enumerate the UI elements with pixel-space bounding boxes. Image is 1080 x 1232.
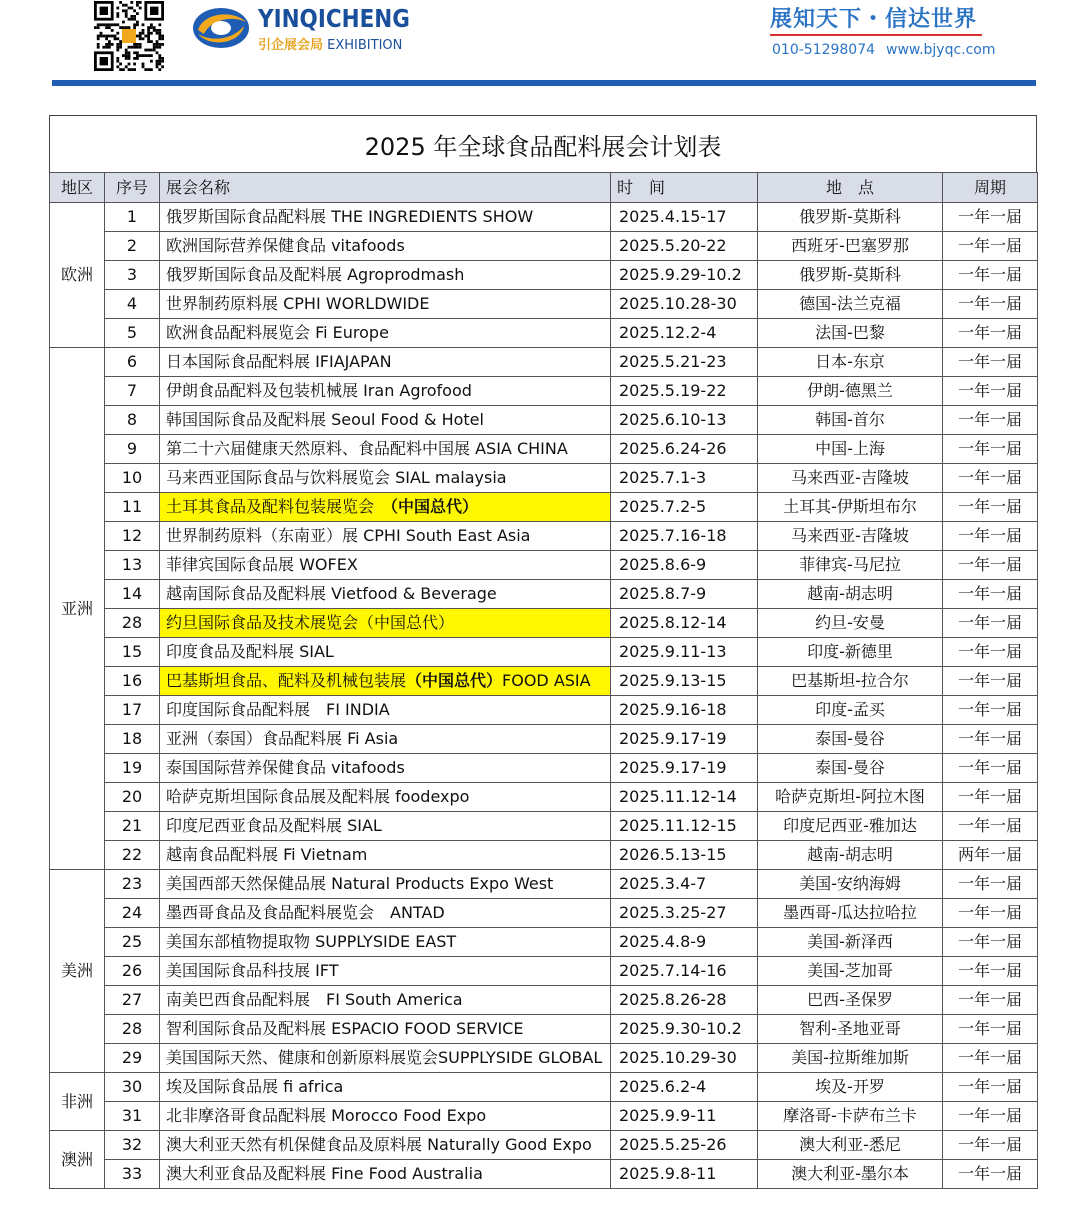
header-region: 地区 (50, 173, 105, 203)
exhibition-name (160, 783, 611, 812)
exhibition-location: 美国-芝加哥 (758, 957, 943, 986)
table-row (50, 1131, 1038, 1160)
exhibition-date: 2025.9.13-15 (611, 667, 758, 696)
exhibition-name (160, 1102, 611, 1131)
exhibition-cycle: 一年一届 (943, 1044, 1038, 1073)
table-row (50, 638, 1038, 667)
exhibition-location: 巴西-圣保罗 (758, 986, 943, 1015)
table-row (50, 319, 1038, 348)
exhibition-name (160, 754, 611, 783)
row-index: 21 (105, 812, 160, 841)
table-row (50, 290, 1038, 319)
table-row (50, 609, 1038, 638)
exhibition-date: 2025.12.2-4 (611, 319, 758, 348)
exhibition-location: 约旦-安曼 (758, 609, 943, 638)
exhibition-location: 泰国-曼谷 (758, 725, 943, 754)
row-index: 2 (105, 232, 160, 261)
table-row (50, 1073, 1038, 1102)
table-row (50, 870, 1038, 899)
exhibition-date: 2025.9.9-11 (611, 1102, 758, 1131)
exhibition-name (160, 870, 611, 899)
phone-number: 010-51298074 (772, 42, 876, 58)
exhibition-cycle: 一年一届 (943, 1160, 1038, 1189)
row-index: 9 (105, 435, 160, 464)
brand-cn: 引企展会局 (258, 38, 324, 53)
exhibition-name (160, 319, 611, 348)
row-index: 15 (105, 638, 160, 667)
exhibition-name-text: 澳大利亚天然有机保健食品及原料展 Naturally Good Expo (166, 1135, 592, 1154)
exhibition-date: 2025.6.24-26 (611, 435, 758, 464)
exhibition-name-text: 菲律宾国际食品展 WOFEX (166, 555, 358, 574)
table-row (50, 841, 1038, 870)
exhibition-cycle: 一年一届 (943, 696, 1038, 725)
exhibition-name-text: 美国国际天然、健康和创新原料展览会SUPPLYSIDE GLOBAL (166, 1048, 603, 1067)
exhibition-location: 德国-法兰克福 (758, 290, 943, 319)
exhibition-location: 泰国-曼谷 (758, 754, 943, 783)
row-index: 16 (105, 667, 160, 696)
region-cell: 亚洲 (50, 348, 105, 870)
qr-code-icon (84, 0, 174, 72)
exhibition-date: 2025.9.8-11 (611, 1160, 758, 1189)
exhibition-location: 土耳其-伊斯坦布尔 (758, 493, 943, 522)
exhibition-date: 2025.7.16-18 (611, 522, 758, 551)
exhibition-name-text: 智利国际食品及配料展 ESPACIO FOOD SERVICE (166, 1019, 524, 1038)
row-index: 18 (105, 725, 160, 754)
exhibition-name-text: 约旦国际食品及技术展览会（中国总代） (166, 613, 455, 632)
exhibition-cycle: 一年一届 (943, 725, 1038, 754)
brand-en: EXHIBITION (327, 38, 403, 53)
exhibition-cycle: 一年一届 (943, 870, 1038, 899)
exhibition-name-text: 亚洲（泰国）食品配料展 Fi Asia (166, 729, 399, 748)
exhibition-name-text: 印度尼西亚食品及配料展 SIAL (166, 816, 382, 835)
exhibition-cycle: 一年一届 (943, 435, 1038, 464)
exhibition-date: 2025.9.16-18 (611, 696, 758, 725)
exhibition-date: 2025.3.25-27 (611, 899, 758, 928)
table-row (50, 493, 1038, 522)
exhibition-date: 2025.9.30-10.2 (611, 1015, 758, 1044)
exhibition-name-text: 印度国际食品配料展 FI INDIA (166, 700, 390, 719)
exhibition-name-text: 美国东部植物提取物 SUPPLYSIDE EAST (166, 932, 457, 951)
exhibition-name (160, 435, 611, 464)
exhibition-date: 2026.5.13-15 (611, 841, 758, 870)
region-cell: 非洲 (50, 1073, 105, 1131)
exhibition-cycle: 一年一届 (943, 261, 1038, 290)
brand-name: YINQICHENG (258, 4, 410, 33)
exhibition-cycle: 一年一届 (943, 348, 1038, 377)
header-name: 展会名称 (160, 173, 611, 203)
row-index: 5 (105, 319, 160, 348)
agent-tag: （中国总代） (406, 671, 503, 690)
exhibition-name-text: 韩国国际食品及配料展 Seoul Food & Hotel (166, 410, 484, 429)
exhibition-cycle: 一年一届 (943, 1073, 1038, 1102)
table-row (50, 957, 1038, 986)
exhibition-location: 巴基斯坦-拉合尔 (758, 667, 943, 696)
exhibition-cycle: 一年一届 (943, 986, 1038, 1015)
exhibition-location: 美国-安纳海姆 (758, 870, 943, 899)
table-row (50, 435, 1038, 464)
exhibition-name-text: 俄罗斯国际食品及配料展 Agroprodmash (166, 265, 465, 284)
exhibition-name (160, 232, 611, 261)
table-row (50, 348, 1038, 377)
exhibition-name-text: 哈萨克斯坦国际食品展及配料展 foodexpo (166, 787, 470, 806)
table-row (50, 667, 1038, 696)
schedule-table (49, 172, 1038, 1189)
yinqicheng-logo-icon (190, 4, 252, 52)
exhibition-name (160, 464, 611, 493)
exhibition-name-text: 泰国国际营养保健食品 vitafoods (166, 758, 405, 777)
exhibition-location: 美国-拉斯维加斯 (758, 1044, 943, 1073)
exhibition-location: 中国-上海 (758, 435, 943, 464)
header-cycle: 周期 (943, 173, 1038, 203)
row-index: 33 (105, 1160, 160, 1189)
exhibition-date: 2025.6.2-4 (611, 1073, 758, 1102)
exhibition-location: 墨西哥-瓜达拉哈拉 (758, 899, 943, 928)
exhibition-name (160, 725, 611, 754)
exhibition-location: 俄罗斯-莫斯科 (758, 261, 943, 290)
table-row (50, 986, 1038, 1015)
row-index: 32 (105, 1131, 160, 1160)
table-row (50, 522, 1038, 551)
exhibition-name-tail: FOOD ASIA (502, 671, 591, 690)
exhibition-location: 俄罗斯-莫斯科 (758, 203, 943, 232)
row-index: 7 (105, 377, 160, 406)
exhibition-cycle: 一年一届 (943, 667, 1038, 696)
exhibition-name (160, 551, 611, 580)
exhibition-location: 马来西亚-吉隆坡 (758, 464, 943, 493)
exhibition-name-text: 世界制药原料展 CPHI WORLDWIDE (166, 294, 430, 313)
table-row (50, 406, 1038, 435)
exhibition-location: 印度-孟买 (758, 696, 943, 725)
exhibition-location: 印度-新德里 (758, 638, 943, 667)
website-link[interactable]: www.bjyqc.com (886, 42, 996, 58)
table-row (50, 464, 1038, 493)
exhibition-name (160, 638, 611, 667)
exhibition-location: 日本-东京 (758, 348, 943, 377)
exhibition-cycle: 一年一届 (943, 928, 1038, 957)
exhibition-name-text: 马来西亚国际食品与饮料展览会 SIAL malaysia (166, 468, 507, 487)
table-row (50, 580, 1038, 609)
exhibition-name (160, 696, 611, 725)
exhibition-location: 菲律宾-马尼拉 (758, 551, 943, 580)
exhibition-name-text: 埃及国际食品展 fi africa (166, 1077, 344, 1096)
exhibition-location: 埃及-开罗 (758, 1073, 943, 1102)
exhibition-cycle: 一年一届 (943, 1015, 1038, 1044)
exhibition-cycle: 一年一届 (943, 754, 1038, 783)
exhibition-name-text: 南美巴西食品配料展 FI South America (166, 990, 463, 1009)
table-title: 2025 年全球食品配料展会计划表 (49, 115, 1037, 172)
table-row (50, 899, 1038, 928)
exhibition-name-text: 欧洲国际营养保健食品 vitafoods (166, 236, 405, 255)
row-index: 13 (105, 551, 160, 580)
table-row (50, 696, 1038, 725)
table-row (50, 928, 1038, 957)
exhibition-name-text: 土耳其食品及配料包装展览会 (166, 497, 391, 516)
row-index: 17 (105, 696, 160, 725)
header-index: 序号 (105, 173, 160, 203)
row-index: 10 (105, 464, 160, 493)
exhibition-cycle: 一年一届 (943, 783, 1038, 812)
exhibition-date: 2025.9.17-19 (611, 725, 758, 754)
exhibition-name (160, 957, 611, 986)
exhibition-date: 2025.9.17-19 (611, 754, 758, 783)
exhibition-name-text: 越南食品配料展 Fi Vietnam (166, 845, 368, 864)
region-cell: 美洲 (50, 870, 105, 1073)
exhibition-date: 2025.9.11-13 (611, 638, 758, 667)
exhibition-name (160, 1131, 611, 1160)
exhibition-location: 印度尼西亚-雅加达 (758, 812, 943, 841)
exhibition-name (160, 986, 611, 1015)
exhibition-cycle: 一年一届 (943, 232, 1038, 261)
exhibition-name (160, 261, 611, 290)
exhibition-cycle: 一年一届 (943, 580, 1038, 609)
table-row (50, 812, 1038, 841)
exhibition-cycle: 一年一届 (943, 493, 1038, 522)
row-index: 11 (105, 493, 160, 522)
row-index: 8 (105, 406, 160, 435)
table-row (50, 203, 1038, 232)
exhibition-name (160, 580, 611, 609)
table-row (50, 1044, 1038, 1073)
exhibition-name-text: 第二十六届健康天然原料、食品配料中国展 ASIA CHINA (166, 439, 568, 458)
exhibition-cycle: 一年一届 (943, 551, 1038, 580)
region-cell: 欧洲 (50, 203, 105, 348)
table-row (50, 1015, 1038, 1044)
exhibition-date: 2025.8.12-14 (611, 609, 758, 638)
exhibition-location: 澳大利亚-墨尔本 (758, 1160, 943, 1189)
exhibition-name (160, 203, 611, 232)
exhibition-date: 2025.8.7-9 (611, 580, 758, 609)
row-index: 27 (105, 986, 160, 1015)
exhibition-name (160, 841, 611, 870)
exhibition-cycle: 一年一届 (943, 957, 1038, 986)
exhibition-cycle: 一年一届 (943, 464, 1038, 493)
exhibition-cycle: 一年一届 (943, 522, 1038, 551)
row-index: 31 (105, 1102, 160, 1131)
table-row (50, 232, 1038, 261)
row-index: 22 (105, 841, 160, 870)
row-index: 24 (105, 899, 160, 928)
exhibition-cycle: 一年一届 (943, 899, 1038, 928)
exhibition-name-text: 北非摩洛哥食品配料展 Morocco Food Expo (166, 1106, 487, 1125)
exhibition-date: 2025.7.2-5 (611, 493, 758, 522)
exhibition-location: 韩国-首尔 (758, 406, 943, 435)
exhibition-cycle: 一年一届 (943, 319, 1038, 348)
slogan-underline (770, 34, 982, 36)
exhibition-date: 2025.11.12-15 (611, 812, 758, 841)
row-index: 28 (105, 1015, 160, 1044)
exhibition-name-text: 日本国际食品配料展 IFIAJAPAN (166, 352, 392, 371)
table-row (50, 261, 1038, 290)
exhibition-cycle: 一年一届 (943, 406, 1038, 435)
exhibition-date: 2025.8.26-28 (611, 986, 758, 1015)
exhibition-name-text: 墨西哥食品及食品配料展览会 ANTAD (166, 903, 445, 922)
exhibition-cycle: 一年一届 (943, 1102, 1038, 1131)
exhibition-name (160, 899, 611, 928)
exhibition-name (160, 1160, 611, 1189)
table-row (50, 551, 1038, 580)
exhibition-name-text: 印度食品及配料展 SIAL (166, 642, 334, 661)
row-index: 1 (105, 203, 160, 232)
exhibition-cycle: 一年一届 (943, 203, 1038, 232)
exhibition-location: 澳大利亚-悉尼 (758, 1131, 943, 1160)
exhibition-cycle: 一年一届 (943, 377, 1038, 406)
row-index: 19 (105, 754, 160, 783)
exhibition-date: 2025.10.29-30 (611, 1044, 758, 1073)
row-index: 23 (105, 870, 160, 899)
agent-tag: （中国总代） (390, 497, 479, 516)
exhibition-location: 西班牙-巴塞罗那 (758, 232, 943, 261)
exhibition-date: 2025.6.10-13 (611, 406, 758, 435)
row-index: 14 (105, 580, 160, 609)
header-date: 时 间 (611, 173, 758, 203)
exhibition-cycle: 一年一届 (943, 812, 1038, 841)
exhibition-date: 2025.5.25-26 (611, 1131, 758, 1160)
table-row (50, 1102, 1038, 1131)
exhibition-date: 2025.10.28-30 (611, 290, 758, 319)
table-row (50, 1160, 1038, 1189)
exhibition-name (160, 493, 611, 522)
exhibition-cycle: 一年一届 (943, 609, 1038, 638)
exhibition-location: 越南-胡志明 (758, 580, 943, 609)
table-row (50, 377, 1038, 406)
exhibition-location: 智利-圣地亚哥 (758, 1015, 943, 1044)
exhibition-cycle: 一年一届 (943, 638, 1038, 667)
exhibition-location: 法国-巴黎 (758, 319, 943, 348)
exhibition-name (160, 1044, 611, 1073)
table-row (50, 754, 1038, 783)
row-index: 3 (105, 261, 160, 290)
exhibition-cycle: 两年一届 (943, 841, 1038, 870)
exhibition-date: 2025.4.8-9 (611, 928, 758, 957)
exhibition-name-text: 美国国际食品科技展 IFT (166, 961, 339, 980)
exhibition-location: 伊朗-德黑兰 (758, 377, 943, 406)
exhibition-name (160, 609, 611, 638)
exhibition-name-text: 巴基斯坦食品、配料及机械包装展 (166, 671, 407, 690)
row-index: 25 (105, 928, 160, 957)
exhibition-date: 2025.5.20-22 (611, 232, 758, 261)
exhibition-name-text: 越南国际食品及配料展 Vietfood & Beverage (166, 584, 497, 603)
exhibition-cycle: 一年一届 (943, 1131, 1038, 1160)
brand-subtitle (258, 34, 402, 53)
region-cell: 澳洲 (50, 1131, 105, 1189)
exhibition-date: 2025.3.4-7 (611, 870, 758, 899)
slogan: 展知天下・信达世界 (770, 7, 978, 32)
exhibition-name (160, 348, 611, 377)
table-header-row (50, 173, 1038, 203)
exhibition-name (160, 377, 611, 406)
exhibition-date: 2025.7.14-16 (611, 957, 758, 986)
exhibition-cycle: 一年一届 (943, 290, 1038, 319)
row-index: 4 (105, 290, 160, 319)
exhibition-name (160, 928, 611, 957)
exhibition-date: 2025.8.6-9 (611, 551, 758, 580)
exhibition-name (160, 812, 611, 841)
exhibition-name-text: 俄罗斯国际食品配料展 THE INGREDIENTS SHOW (166, 207, 534, 226)
row-index: 28 (105, 609, 160, 638)
exhibition-date: 2025.5.19-22 (611, 377, 758, 406)
exhibition-location: 越南-胡志明 (758, 841, 943, 870)
table-row (50, 783, 1038, 812)
row-index: 29 (105, 1044, 160, 1073)
exhibition-name (160, 1073, 611, 1102)
row-index: 6 (105, 348, 160, 377)
exhibition-name (160, 667, 611, 696)
row-index: 20 (105, 783, 160, 812)
exhibition-location: 摩洛哥-卡萨布兰卡 (758, 1102, 943, 1131)
exhibition-location: 马来西亚-吉隆坡 (758, 522, 943, 551)
exhibition-name-text: 澳大利亚食品及配料展 Fine Food Australia (166, 1164, 483, 1183)
exhibition-date: 2025.4.15-17 (611, 203, 758, 232)
exhibition-date: 2025.11.12-14 (611, 783, 758, 812)
exhibition-name-text: 欧洲食品配料展览会 Fi Europe (166, 323, 389, 342)
exhibition-date: 2025.5.21-23 (611, 348, 758, 377)
exhibition-location: 哈萨克斯坦-阿拉木图 (758, 783, 943, 812)
row-index: 12 (105, 522, 160, 551)
exhibition-name-text: 伊朗食品配料及包装机械展 Iran Agrofood (166, 381, 472, 400)
exhibition-name-text: 美国西部天然保健品展 Natural Products Expo West (166, 874, 554, 893)
exhibition-schedule (49, 115, 1037, 1189)
header-divider (52, 80, 1036, 86)
exhibition-name-text: 世界制药原料（东南亚）展 CPHI South East Asia (166, 526, 531, 545)
header-location: 地 点 (758, 173, 943, 203)
exhibition-name (160, 1015, 611, 1044)
table-row (50, 725, 1038, 754)
exhibition-date: 2025.9.29-10.2 (611, 261, 758, 290)
exhibition-name (160, 406, 611, 435)
exhibition-date: 2025.7.1-3 (611, 464, 758, 493)
row-index: 26 (105, 957, 160, 986)
exhibition-name (160, 290, 611, 319)
exhibition-name (160, 522, 611, 551)
exhibition-location: 美国-新泽西 (758, 928, 943, 957)
row-index: 30 (105, 1073, 160, 1102)
